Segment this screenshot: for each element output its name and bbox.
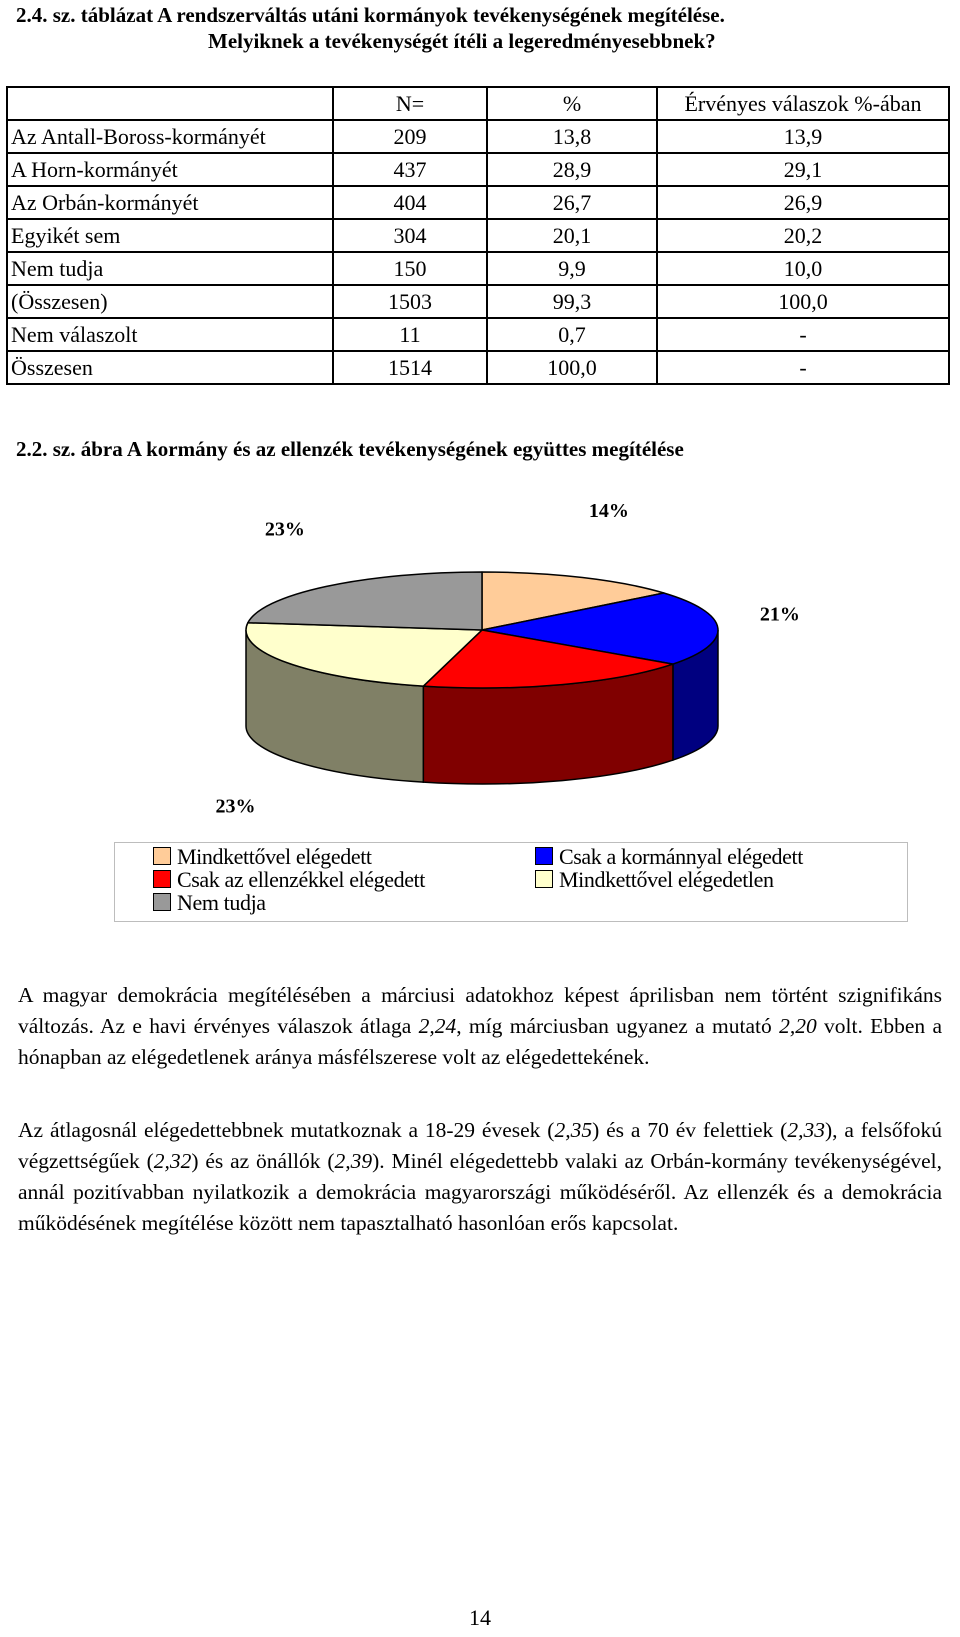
table-cell: 100,0 <box>657 285 949 318</box>
legend-label: Nem tudja <box>177 890 266 915</box>
legend-label: Mindkettővel elégedett <box>177 844 372 869</box>
legend-label: Mindkettővel elégedetlen <box>559 867 774 892</box>
pie-slice-nem-tudja <box>248 572 482 630</box>
table-cell: 437 <box>333 153 487 186</box>
pie-tops <box>246 572 718 688</box>
table-cell: 9,9 <box>487 252 657 285</box>
legend-label: Csak a kormánnyal elégedett <box>559 844 803 869</box>
table-cell: 26,9 <box>657 186 949 219</box>
average-value: 2,33 <box>787 1118 825 1142</box>
table-cell: 209 <box>333 120 487 153</box>
average-value: 2,20 <box>779 1014 817 1038</box>
table-cell: 0,7 <box>487 318 657 351</box>
text-run: ). Minél elégedettebb valaki az Orbán-kormány tevékenységével, annál pozitívabban nyilatkozik a demokrácia magyarországi működéséről. Az ellenzék és a demokrácia működésének megítélése között nem tapasztalható hasonlóan erős kapcsolat. <box>18 1149 943 1235</box>
table-cell: 28,9 <box>487 153 657 186</box>
table-caption-line2: Melyiknek a tevékenységét ítéli a legeredményesebbnek? <box>208 29 716 53</box>
legend-item <box>535 845 803 869</box>
paragraph-2 <box>18 1115 942 1239</box>
legend-swatch <box>535 847 553 865</box>
paragraph-1 <box>18 980 942 1073</box>
legend-item <box>153 845 372 869</box>
table-cell: 1514 <box>333 351 487 384</box>
table-cell: 20,2 <box>657 219 949 252</box>
table-header-cell: Érvényes válaszok %-ában <box>657 87 949 120</box>
table-cell: 100,0 <box>487 351 657 384</box>
pie-percent-label: 23% <box>264 518 305 541</box>
text-run: ) és az önállók ( <box>191 1149 335 1173</box>
table-cell: 1503 <box>333 285 487 318</box>
text-run: ) és a 70 év felettiek ( <box>592 1118 788 1142</box>
legend-item <box>535 868 774 892</box>
pie-percent-label: 21% <box>759 603 800 626</box>
legend-item <box>153 891 266 915</box>
table-cell: 13,8 <box>487 120 657 153</box>
row-label-cell: Egyikét sem <box>7 219 333 252</box>
row-label-cell: (Összesen) <box>7 285 333 318</box>
table-cell: 99,3 <box>487 285 657 318</box>
table-cell: 150 <box>333 252 487 285</box>
legend-swatch <box>535 870 553 888</box>
average-value: 2,32 <box>153 1149 192 1173</box>
legend-swatch <box>153 870 171 888</box>
legend-swatch <box>153 847 171 865</box>
pie-percent-label: 23% <box>215 795 256 818</box>
average-value: 2,24 <box>418 1014 457 1038</box>
table-cell: 10,0 <box>657 252 949 285</box>
table-cell: - <box>657 351 949 384</box>
row-label-cell: Nem tudja <box>7 252 333 285</box>
table-header-cell: N= <box>333 87 487 120</box>
table-cell: - <box>657 318 949 351</box>
pie-percent-label: 14% <box>588 500 629 523</box>
table-cell: 26,7 <box>487 186 657 219</box>
chart-legend <box>114 842 908 922</box>
legend-item <box>153 868 425 892</box>
table-cell: 29,1 <box>657 153 949 186</box>
text-run: Az átlagosnál elégedettebbnek mutatkoznak a 18-29 évesek ( <box>18 1118 555 1142</box>
row-label-cell: Nem válaszolt <box>7 318 333 351</box>
table-header-cell: % <box>487 87 657 120</box>
legend-label: Csak az ellenzékkel elégedett <box>177 867 425 892</box>
average-value: 2,39 <box>334 1149 373 1173</box>
legend-swatch <box>153 893 171 911</box>
page-number: 14 <box>469 1605 491 1630</box>
average-value: 2,35 <box>554 1118 593 1142</box>
row-label-cell: Az Orbán-kormányét <box>7 186 333 219</box>
table-cell: 304 <box>333 219 487 252</box>
table-cell: 11 <box>333 318 487 351</box>
row-label-cell: A Horn-kormányét <box>7 153 333 186</box>
row-label-cell: Összesen <box>7 351 333 384</box>
table-caption-line1: 2.4. sz. táblázat A rendszerváltás utáni kormányok tevékenységének megítélése. <box>16 3 725 27</box>
table-cell: 404 <box>333 186 487 219</box>
text-run: , míg márciusban ugyanez a mutató <box>456 1014 780 1038</box>
text-run: ), a felsőfokú végzettségűek ( <box>18 1118 943 1173</box>
text-run: volt. Ebben a hónapban az elégedetlenek aránya másfélszerese volt az elégedettekének. <box>18 1014 942 1069</box>
row-label-cell: Az Antall-Boross-kormányét <box>7 120 333 153</box>
text-run: A magyar demokrácia megítélésében a márciusi adatokhoz képest áprilisban nem történt szignifikáns változás. Az e havi érvényes válaszok átlaga <box>18 983 942 1038</box>
table-cell: 13,9 <box>657 120 949 153</box>
table-cell: 20,1 <box>487 219 657 252</box>
figure-caption: 2.2. sz. ábra A kormány és az ellenzék tevékenységének együttes megítélése <box>16 437 684 461</box>
